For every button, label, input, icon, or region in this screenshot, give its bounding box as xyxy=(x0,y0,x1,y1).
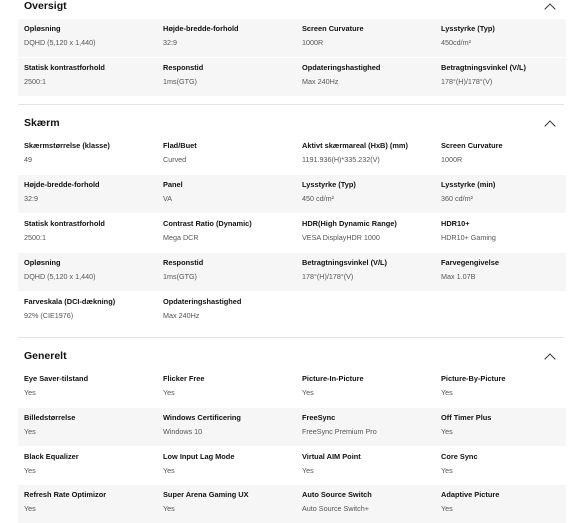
spec-value: Yes xyxy=(24,427,36,436)
chevron-up-icon[interactable] xyxy=(544,353,555,364)
spec-row xyxy=(18,369,566,407)
spec-label: Picture-In-Picture xyxy=(302,374,364,383)
spec-row xyxy=(18,485,566,523)
spec-value: 450 cd/m² xyxy=(302,194,334,203)
spec-label: Panel xyxy=(163,180,183,189)
spec-label: Lysstyrke (Typ) xyxy=(441,24,495,33)
spec-row xyxy=(18,292,566,330)
spec-value: 178°(H)/178°(V) xyxy=(441,77,493,86)
spec-row xyxy=(18,19,566,57)
spec-value: 2500:1 xyxy=(24,233,46,242)
spec-label: Screen Curvature xyxy=(302,24,364,33)
spec-row xyxy=(18,175,566,213)
spec-label: Billedstørrelse xyxy=(24,413,76,422)
spec-value: Yes xyxy=(441,388,453,397)
section-title: Oversigt xyxy=(24,0,67,12)
spec-label: Farveskala (DCI-dækning) xyxy=(24,297,116,306)
spec-value: Windows 10 xyxy=(163,427,203,436)
spec-value: Max 1.07B xyxy=(441,272,476,281)
spec-value: Yes xyxy=(163,466,175,475)
spec-label: Virtual AIM Point xyxy=(302,452,361,461)
chevron-up-icon[interactable] xyxy=(544,3,555,14)
spec-value: 1ms(GTG) xyxy=(163,272,197,281)
spec-value: 178°(H)/178°(V) xyxy=(302,272,354,281)
spec-value: 1ms(GTG) xyxy=(163,77,197,86)
spec-value: Max 240Hz xyxy=(302,77,339,86)
spec-label: HDR10+ xyxy=(441,219,470,228)
spec-value: 32:9 xyxy=(163,38,177,47)
spec-label: Adaptive Picture xyxy=(441,490,500,499)
spec-label: Flad/Buet xyxy=(163,141,197,150)
spec-label: Off Timer Plus xyxy=(441,413,492,422)
spec-value: Yes xyxy=(302,466,314,475)
spec-value: HDR10+ Gaming xyxy=(441,233,496,242)
spec-label: Aktivt skærmareal (HxB) (mm) xyxy=(302,141,408,150)
spec-row xyxy=(18,408,566,446)
spec-value: 92% (CIE1976) xyxy=(24,311,74,320)
spec-row xyxy=(18,58,566,96)
spec-value: 2500:1 xyxy=(24,77,46,86)
section-title: Generelt xyxy=(24,350,67,362)
spec-label: Picture-By-Picture xyxy=(441,374,506,383)
spec-label: FreeSync xyxy=(302,413,336,422)
spec-label: Opdateringshastighed xyxy=(302,63,381,72)
spec-label: Responstid xyxy=(163,63,204,72)
spec-label: HDR(High Dynamic Range) xyxy=(302,219,397,228)
spec-row xyxy=(18,214,566,252)
section-divider xyxy=(18,104,564,105)
spec-value: VA xyxy=(163,194,173,203)
spec-label: Opløsning xyxy=(24,258,61,267)
spec-label: Opløsning xyxy=(24,24,61,33)
spec-value: Yes xyxy=(441,504,453,513)
spec-value: 49 xyxy=(24,155,32,164)
spec-label: Flicker Free xyxy=(163,374,205,383)
section-divider xyxy=(18,337,564,338)
spec-value: VESA DisplayHDR 1000 xyxy=(302,233,380,242)
spec-label: Black Equalizer xyxy=(24,452,79,461)
spec-label: Responstid xyxy=(163,258,204,267)
spec-label: Statisk kontrastforhold xyxy=(24,63,105,72)
spec-label: Screen Curvature xyxy=(441,141,503,150)
spec-label: Lysstyrke (Typ) xyxy=(302,180,356,189)
spec-label: Contrast Ratio (Dynamic) xyxy=(163,219,252,228)
spec-value: Yes xyxy=(24,504,36,513)
spec-value: DQHD (5,120 x 1,440) xyxy=(24,272,96,281)
spec-value: Yes xyxy=(441,427,453,436)
spec-value: 1000R xyxy=(441,155,463,164)
spec-label: Højde-bredde-forhold xyxy=(24,180,100,189)
spec-label: Eye Saver-tilstand xyxy=(24,374,89,383)
spec-label: Refresh Rate Optimizor xyxy=(24,490,107,499)
spec-row xyxy=(18,447,566,485)
spec-value: Yes xyxy=(24,466,36,475)
spec-label: Skærmstørrelse (klasse) xyxy=(24,141,110,150)
spec-value: Curved xyxy=(163,155,187,164)
spec-value: Mega DCR xyxy=(163,233,199,242)
spec-value: Yes xyxy=(24,388,36,397)
spec-value: 1000R xyxy=(302,38,324,47)
spec-label: Betragtningsvinkel (V/L) xyxy=(302,258,388,267)
spec-value: FreeSync Premium Pro xyxy=(302,427,377,436)
spec-value: Yes xyxy=(163,504,175,513)
spec-value: Yes xyxy=(441,466,453,475)
spec-label: Windows Certificering xyxy=(163,413,241,422)
spec-label: Core Sync xyxy=(441,452,478,461)
spec-label: Betragtningsvinkel (V/L) xyxy=(441,63,527,72)
section-title: Skærm xyxy=(24,117,60,129)
spec-label: Super Arena Gaming UX xyxy=(163,490,249,499)
spec-row xyxy=(18,253,566,291)
spec-label: Højde-bredde-forhold xyxy=(163,24,239,33)
spec-value: DQHD (5,120 x 1,440) xyxy=(24,38,96,47)
spec-label: Low Input Lag Mode xyxy=(163,452,235,461)
spec-label: Opdateringshastighed xyxy=(163,297,242,306)
spec-value: Max 240Hz xyxy=(163,311,200,320)
spec-row xyxy=(18,136,566,174)
spec-label: Lysstyrke (min) xyxy=(441,180,496,189)
spec-value: Yes xyxy=(163,388,175,397)
spec-value: Yes xyxy=(302,388,314,397)
spec-value: 1191.936(H)*335.232(V) xyxy=(302,155,380,164)
spec-value: 450cd/m² xyxy=(441,38,471,47)
spec-value: 32:9 xyxy=(24,194,38,203)
spec-value: 360 cd/m² xyxy=(441,194,473,203)
spec-label: Auto Source Switch xyxy=(302,490,372,499)
spec-value: Auto Source Switch+ xyxy=(302,504,369,513)
spec-label: Farvegengivelse xyxy=(441,258,499,267)
spec-label: Statisk kontrastforhold xyxy=(24,219,105,228)
chevron-up-icon[interactable] xyxy=(544,120,555,131)
